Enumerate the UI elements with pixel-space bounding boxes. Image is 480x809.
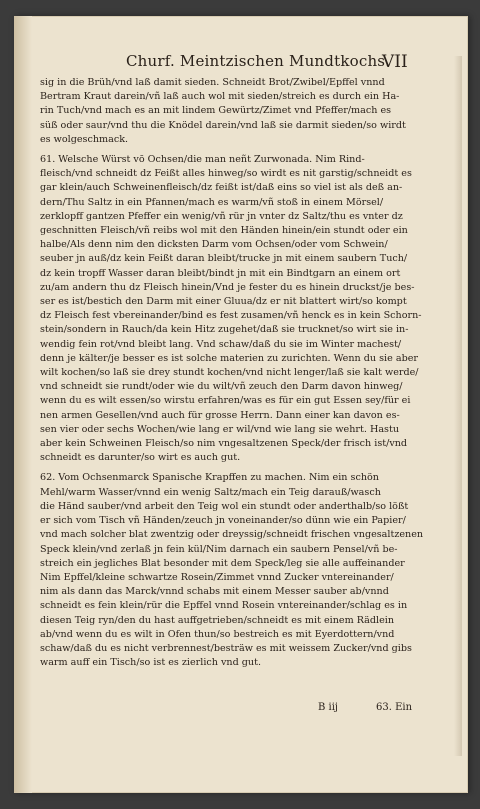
text-line: denn je kälter/je besser es ist solche materien zu zurichten. Wenn du sie aber [40, 352, 418, 364]
text-line: fleisch/vnd schneidt dz Feißt alles hinweg/so wirdt es nit garstig/schneidt es [40, 168, 412, 180]
text-line: ser es ist/bestich den Darm mit einer Gluua/dz er nit blattert wirt/so kompt [40, 296, 407, 308]
text-line: dz kein tropff Wasser daran bleibt/bindt jn mit ein Bindtgarn an einem ort [40, 267, 401, 279]
text-line: geschnitten Fleisch/vñ reibs wol mit den Händen hinein/ein stundt oder ein [40, 225, 408, 237]
text-line: warm auff ein Tisch/so ist es zierlich vnd gut. [40, 657, 262, 669]
text-line: wendig fein rot/vnd bleibt lang. Vnd schaw/daß du sie im Winter machest/ [40, 338, 402, 350]
text-line: schneidt es fein klein/rür die Epffel vnnd Rosein vntereinander/schlag es in [40, 600, 408, 612]
text-line: aber kein Schweinen Fleisch/so nim vngesaltzenen Speck/der frisch ist/vnd [40, 438, 408, 450]
text-line: vnd mach solcher blat zwentzig oder dreyssig/schneidt frischen vngesaltzenen [40, 529, 424, 541]
text-line: Bertram Kraut darein/vñ laß auch wol mit sieden/streich es durch ein Ha- [40, 91, 400, 103]
signature-mark: B iij [318, 702, 339, 713]
book-page [14, 16, 468, 793]
running-header: Churf. Meintzischen Mundtkochs. [126, 52, 391, 70]
text-line: gar klein/auch Schweinenfleisch/dz feißt ist/daß eins so viel ist als deß an- [40, 182, 403, 194]
text-line: stein/sondern in Rauch/da kein Hitz zugehet/daß sie trucknet/so wirt sie in- [40, 324, 409, 336]
text-line: Nim Epffel/kleine schwartze Rosein/Zimmet vnnd Zucker vntereinander/ [40, 571, 394, 583]
text-line: es wolgeschmack. [40, 133, 129, 145]
text-line: nim als dann das Marck/vnnd schabs mit einem Messer sauber ab/vnnd [40, 586, 389, 598]
text-line: dz Fleisch fest vbereinander/bind es fest zusamen/vñ henck es in kein Schorn- [40, 310, 422, 322]
text-line: Mehl/warm Wasser/vnnd ein wenig Saltz/mach ein Teig darauß/wasch [40, 486, 381, 498]
text-line: zu/am andern thu dz Fleisch hinein/Vnd je fester du es hinein druckst/je bes- [40, 281, 415, 293]
page-edge-shadow [454, 56, 462, 756]
text-line: sen vier oder sechs Wochen/wie lang er wil/vnd wie lang sie wehrt. Hastu [40, 423, 399, 435]
text-line: er sich vom Tisch vñ Händen/zeuch jn voneinander/so dünn wie ein Papier/ [40, 515, 406, 527]
body-text [40, 76, 448, 670]
folio-number: VII [382, 52, 408, 72]
paragraph [40, 471, 448, 670]
text-line: vnd schneidt sie rundt/oder wie du wilt/vñ zeuch den Darm davon hinweg/ [40, 381, 403, 393]
text-line: diesen Teig ryn/den du hast auffgetrieben/schneidt es mit einem Rädlein [40, 614, 395, 626]
page-gutter [14, 16, 32, 793]
text-line: zerklopff gantzen Pfeffer ein wenig/vñ rür jn vnter dz Saltz/thu es vnter dz [40, 210, 403, 222]
text-line: sig in die Brüh/vnd laß damit sieden. Schneidt Brot/Zwibel/Epffel vnnd [40, 77, 385, 88]
text-line: 62. Vom Ochsenmarck Spanische Krapffen zu machen. Nim ein schön [40, 472, 379, 484]
text-line: rin Tuch/vnd mach es an mit lindem Gewürtz/Zimet vnd Pfeffer/mach es [40, 105, 392, 117]
text-line: halbe/Als denn nim den dicksten Darm vom Ochsen/oder vom Schwein/ [40, 239, 388, 251]
text-line: schaw/daß du es nicht verbrennest/besträw es mit weissem Zucker/vnd gibs [40, 642, 412, 654]
text-line: nen armen Gesellen/vnd auch für grosse Herrn. Dann einer kan davon es- [40, 409, 400, 421]
catchword: 63. Ein [376, 702, 413, 713]
paragraph [40, 76, 448, 147]
text-line: 61. Welsche Würst vō Ochsen/die man neñt Zurwonada. Nim Rind- [40, 154, 365, 166]
text-line: ab/vnd wenn du es wilt in Ofen thun/so bestreich es mit Eyerdottern/vnd [40, 628, 395, 640]
text-line: wilt kochen/so laß sie drey stundt kochen/vnd nicht lenger/laß sie kalt werde/ [40, 367, 419, 379]
text-line: streich ein jegliches Blat besonder mit dem Speck/leg sie alle auffeinander [40, 557, 405, 569]
text-line: die Händ sauber/vnd arbeit den Teig wol ein stundt oder anderthalb/so lößt [40, 500, 409, 512]
paragraph [40, 153, 448, 465]
text-line: wenn du es wilt essen/so wirstu erfahren/was es für ein gut Essen sey/für ei [40, 395, 411, 407]
text-line: dern/Thu Saltz in ein Pfannen/mach es warm/vñ stoß in einem Mörsel/ [40, 196, 384, 208]
text-line: Speck klein/vnd zerlaß jn fein kül/Nim darnach ein saubern Pensel/vñ be- [40, 543, 398, 555]
text-line: süß oder saur/vnd thu die Knödel darein/vnd laß sie darmit sieden/so wirdt [40, 119, 406, 131]
text-line: seuber jn auß/dz kein Feißt daran bleibt/trucke jn mit einem saubern Tuch/ [40, 253, 408, 265]
text-line: schneidt es darunter/so wirt es auch gut. [40, 452, 241, 464]
